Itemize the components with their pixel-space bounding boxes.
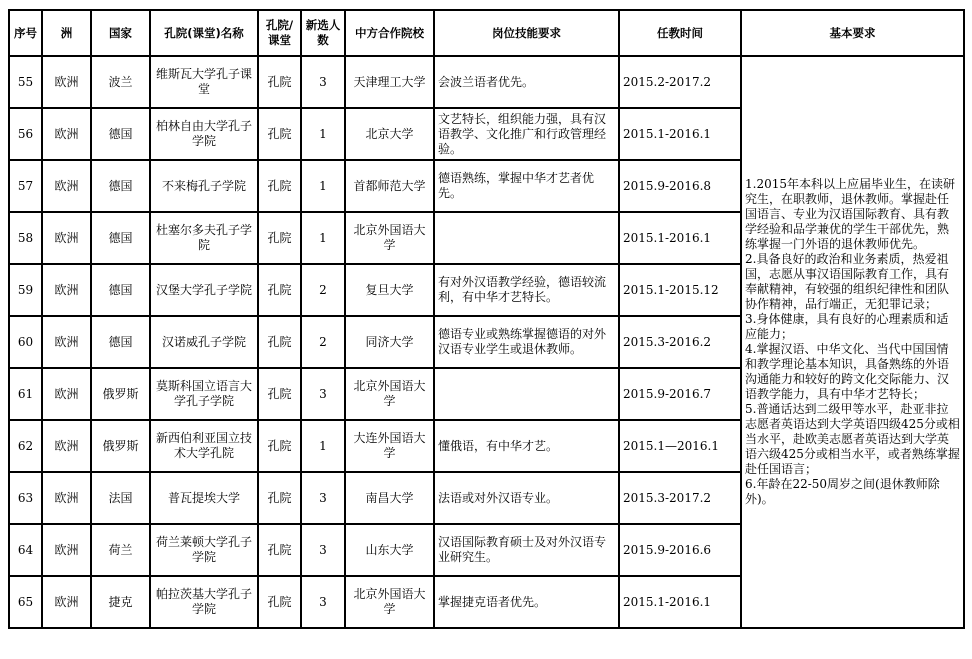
cell-skills: 法语或对外汉语专业。: [434, 472, 619, 524]
cell-type: 孔院: [258, 108, 301, 160]
header-basic-requirements: 基本要求: [741, 10, 964, 56]
cell-type: 孔院: [258, 316, 301, 368]
cell-basic-requirements: [741, 56, 964, 628]
cell-seq: 61: [9, 368, 42, 420]
cell-country: 波兰: [91, 56, 150, 108]
cell-seq: 55: [9, 56, 42, 108]
cell-partner-school: 北京外国语大学: [345, 368, 434, 420]
cell-new-count: 3: [301, 524, 345, 576]
cell-seq: 60: [9, 316, 42, 368]
header-seq: 序号: [9, 10, 42, 56]
cell-term: 2015.9-2016.7: [619, 368, 741, 420]
cell-seq: 56: [9, 108, 42, 160]
header-term: 任教时间: [619, 10, 741, 56]
volunteer-positions-table: [8, 9, 965, 629]
cell-continent: 欧洲: [42, 472, 91, 524]
cell-type: 孔院: [258, 264, 301, 316]
cell-institute-name: 新西伯利亚国立技术大学孔院: [150, 420, 258, 472]
header-type: 孔院/课堂: [258, 10, 301, 56]
header-skills: 岗位技能要求: [434, 10, 619, 56]
cell-continent: 欧洲: [42, 56, 91, 108]
header-new-count: 新选人数: [301, 10, 345, 56]
cell-partner-school: 南昌大学: [345, 472, 434, 524]
cell-country: 捷克: [91, 576, 150, 628]
cell-skills: 掌握捷克语者优先。: [434, 576, 619, 628]
cell-new-count: 3: [301, 576, 345, 628]
cell-type: 孔院: [258, 524, 301, 576]
cell-new-count: 1: [301, 160, 345, 212]
cell-country: 德国: [91, 316, 150, 368]
cell-continent: 欧洲: [42, 108, 91, 160]
cell-country: 荷兰: [91, 524, 150, 576]
cell-continent: 欧洲: [42, 264, 91, 316]
cell-continent: 欧洲: [42, 368, 91, 420]
cell-institute-name: 帕拉茨基大学孔子学院: [150, 576, 258, 628]
cell-skills: [434, 368, 619, 420]
cell-seq: 58: [9, 212, 42, 264]
cell-continent: 欧洲: [42, 420, 91, 472]
cell-type: 孔院: [258, 576, 301, 628]
cell-country: 俄罗斯: [91, 420, 150, 472]
cell-new-count: 1: [301, 420, 345, 472]
cell-new-count: 2: [301, 264, 345, 316]
cell-partner-school: 山东大学: [345, 524, 434, 576]
cell-term: 2015.2-2017.2: [619, 56, 741, 108]
table-row: [9, 56, 964, 108]
cell-seq: 59: [9, 264, 42, 316]
cell-partner-school: 北京外国语大学: [345, 576, 434, 628]
cell-skills: 有对外汉语教学经验，德语较流利，有中华才艺特长。: [434, 264, 619, 316]
cell-continent: 欧洲: [42, 212, 91, 264]
cell-skills: 会波兰语者优先。: [434, 56, 619, 108]
cell-partner-school: 北京大学: [345, 108, 434, 160]
cell-country: 德国: [91, 212, 150, 264]
cell-term: 2015.9-2016.8: [619, 160, 741, 212]
cell-country: 德国: [91, 108, 150, 160]
requirement-item: 1.2015年本科以上应届毕业生，在读研究生，在职教师，退休教师。掌握赴任国语言、专业为汉语国际教育、具有教学经验和品学兼优的学生干部优先，熟练掌握一门外语的退休教师优先。: [745, 177, 955, 251]
cell-term: 2015.3-2017.2: [619, 472, 741, 524]
cell-seq: 62: [9, 420, 42, 472]
cell-type: 孔院: [258, 56, 301, 108]
requirement-item: 3.身体健康，具有良好的心理素质和适应能力；: [745, 312, 949, 341]
cell-partner-school: 北京外国语大学: [345, 212, 434, 264]
cell-skills: 德语专业或熟练掌握德语的对外汉语专业学生或退休教师。: [434, 316, 619, 368]
cell-type: 孔院: [258, 212, 301, 264]
cell-partner-school: 天津理工大学: [345, 56, 434, 108]
cell-seq: 64: [9, 524, 42, 576]
cell-partner-school: 首都师范大学: [345, 160, 434, 212]
cell-institute-name: 杜塞尔多夫孔子学院: [150, 212, 258, 264]
header-row: [9, 10, 964, 56]
cell-continent: 欧洲: [42, 524, 91, 576]
requirement-item: 2.具备良好的政治和业务素质，热爱祖国，志愿从事汉语国际教育工作，具有奉献精神，有较强的组织纪律性和团队协作精神，品行端正，无犯罪记录；: [745, 252, 950, 311]
cell-new-count: 2: [301, 316, 345, 368]
cell-type: 孔院: [258, 160, 301, 212]
cell-institute-name: 普瓦提埃大学: [150, 472, 258, 524]
cell-skills: [434, 212, 619, 264]
cell-term: 2015.1—2016.1: [619, 420, 741, 472]
cell-new-count: 3: [301, 368, 345, 420]
cell-skills: 懂俄语，有中华才艺。: [434, 420, 619, 472]
cell-partner-school: 同济大学: [345, 316, 434, 368]
cell-type: 孔院: [258, 368, 301, 420]
cell-seq: 65: [9, 576, 42, 628]
cell-institute-name: 莫斯科国立语言大学孔子学院: [150, 368, 258, 420]
cell-term: 2015.1-2016.1: [619, 576, 741, 628]
cell-partner-school: 复旦大学: [345, 264, 434, 316]
cell-new-count: 3: [301, 472, 345, 524]
cell-institute-name: 汉诺威孔子学院: [150, 316, 258, 368]
cell-institute-name: 维斯瓦大学孔子课堂: [150, 56, 258, 108]
cell-type: 孔院: [258, 472, 301, 524]
cell-institute-name: 汉堡大学孔子学院: [150, 264, 258, 316]
cell-country: 法国: [91, 472, 150, 524]
cell-country: 德国: [91, 160, 150, 212]
cell-new-count: 1: [301, 108, 345, 160]
cell-new-count: 3: [301, 56, 345, 108]
requirement-item: 5.普通话达到二级甲等水平，赴亚非拉志愿者英语达到大学英语四级425分或相当水平，赴欧美志愿者英语达到大学英语六级425分或相当水平，或者熟练掌握赴任国语言；: [745, 402, 960, 476]
cell-seq: 57: [9, 160, 42, 212]
requirement-item: 6.年龄在22-50周岁之间(退休教师除外)。: [745, 477, 940, 506]
header-institute-name: 孔院(课堂)名称: [150, 10, 258, 56]
cell-type: 孔院: [258, 420, 301, 472]
cell-partner-school: 大连外国语大学: [345, 420, 434, 472]
cell-country: 俄罗斯: [91, 368, 150, 420]
cell-skills: 文艺特长，组织能力强，具有汉语教学、文化推广和行政管理经验。: [434, 108, 619, 160]
cell-institute-name: 柏林自由大学孔子学院: [150, 108, 258, 160]
cell-term: 2015.1-2016.1: [619, 108, 741, 160]
cell-term: 2015.9-2016.6: [619, 524, 741, 576]
cell-term: 2015.1-2015.12: [619, 264, 741, 316]
cell-continent: 欧洲: [42, 316, 91, 368]
cell-skills: 德语熟练，掌握中华才艺者优先。: [434, 160, 619, 212]
cell-seq: 63: [9, 472, 42, 524]
cell-continent: 欧洲: [42, 576, 91, 628]
cell-term: 2015.3-2016.2: [619, 316, 741, 368]
header-continent: 洲: [42, 10, 91, 56]
cell-new-count: 1: [301, 212, 345, 264]
cell-institute-name: 不来梅孔子学院: [150, 160, 258, 212]
cell-term: 2015.1-2016.1: [619, 212, 741, 264]
cell-skills: 汉语国际教育硕士及对外汉语专业研究生。: [434, 524, 619, 576]
requirement-item: 4.掌握汉语、中华文化、当代中国国情和教学理论基本知识，具备熟练的外语沟通能力和较好的跨文化交际能力、汉语教学能力，具有中华才艺特长；: [745, 342, 950, 401]
cell-institute-name: 荷兰莱顿大学孔子学院: [150, 524, 258, 576]
cell-country: 德国: [91, 264, 150, 316]
cell-continent: 欧洲: [42, 160, 91, 212]
header-country: 国家: [91, 10, 150, 56]
header-partner-school: 中方合作院校: [345, 10, 434, 56]
